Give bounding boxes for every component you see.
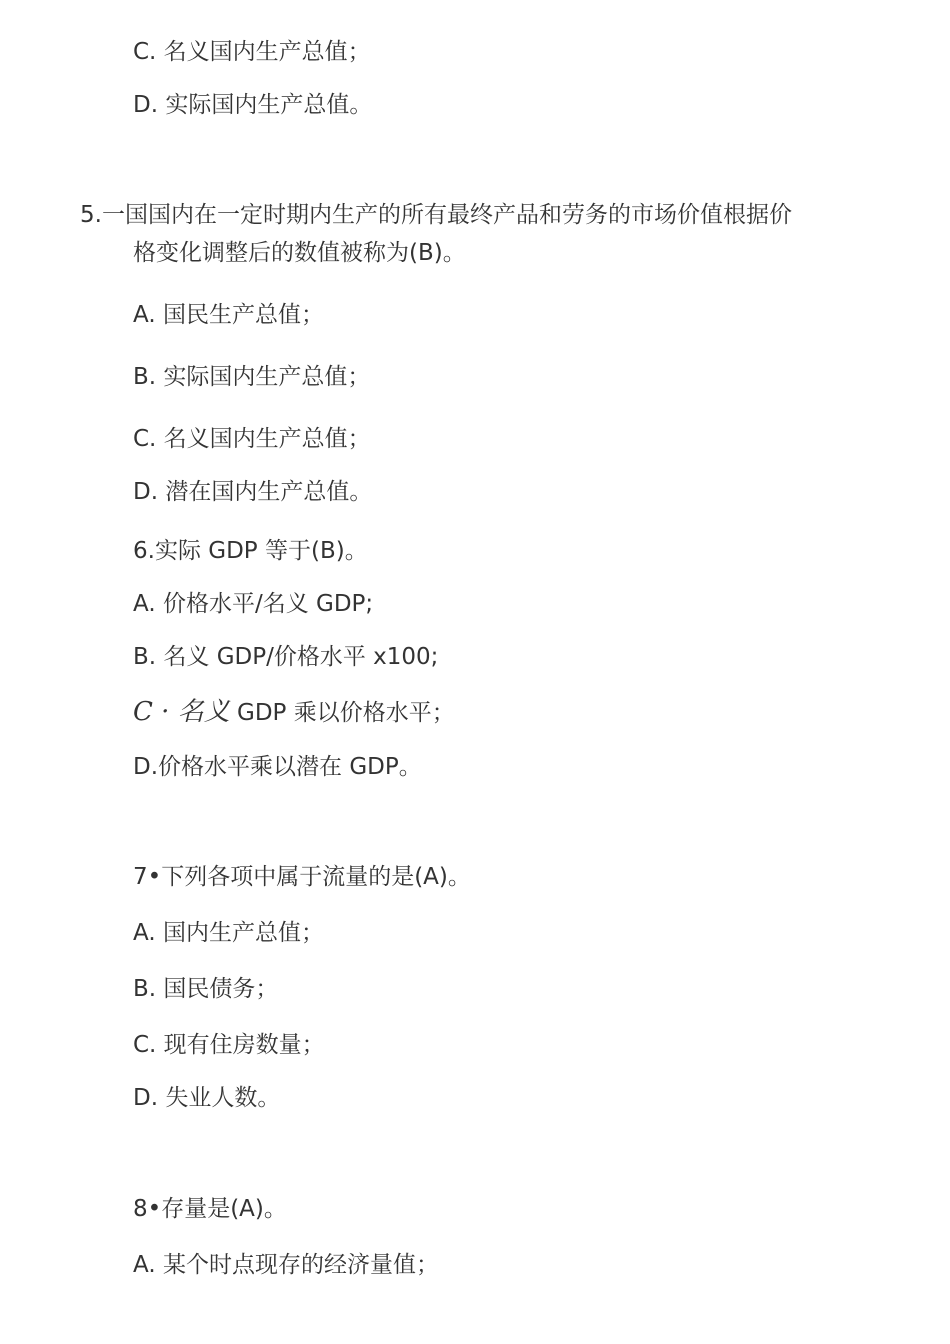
q6-stem: 6.实际 GDP 等于(B)。	[133, 538, 368, 564]
q6-option-b: B. 名义 GDP/价格水平 x100;	[133, 644, 439, 670]
q4-option-c: C. 名义国内生产总值；	[133, 39, 371, 65]
q7-option-d: D. 失业人数。	[133, 1085, 281, 1111]
q5-option-a: A. 国民生产总值；	[133, 302, 324, 328]
q6-option-c-italic: C · 名义	[133, 697, 230, 727]
q5-stem-line2: 格变化调整后的数值被称为(B)。	[133, 240, 466, 266]
q5-option-c: C. 名义国内生产总值；	[133, 426, 371, 452]
q8-option-a: A. 某个时点现存的经济量值；	[133, 1252, 439, 1278]
q7-option-c: C. 现有住房数量；	[133, 1032, 325, 1058]
q5-option-b: B. 实际国内生产总值；	[133, 364, 371, 390]
q5-stem-line1: 5.一国国内在一定时期内生产的所有最终产品和劳务的市场价值根据价	[80, 202, 792, 228]
q4-option-d: D. 实际国内生产总值。	[133, 92, 373, 118]
q6-option-c	[133, 697, 455, 728]
q5-option-d: D. 潜在国内生产总值。	[133, 479, 373, 505]
q8-stem: 8•存量是(A)。	[133, 1196, 287, 1222]
q6-option-d: D.价格水平乘以潜在 GDP。	[133, 754, 422, 780]
q5-stem	[80, 196, 880, 272]
q7-option-b: B. 国民债务；	[133, 976, 279, 1002]
q7-option-a: A. 国内生产总值；	[133, 920, 324, 946]
q7-stem: 7•下列各项中属于流量的是(A)。	[133, 864, 471, 890]
q6-option-a: A. 价格水平/名义 GDP;	[133, 591, 374, 617]
q6-option-c-text: GDP 乘以价格水平；	[229, 700, 455, 726]
